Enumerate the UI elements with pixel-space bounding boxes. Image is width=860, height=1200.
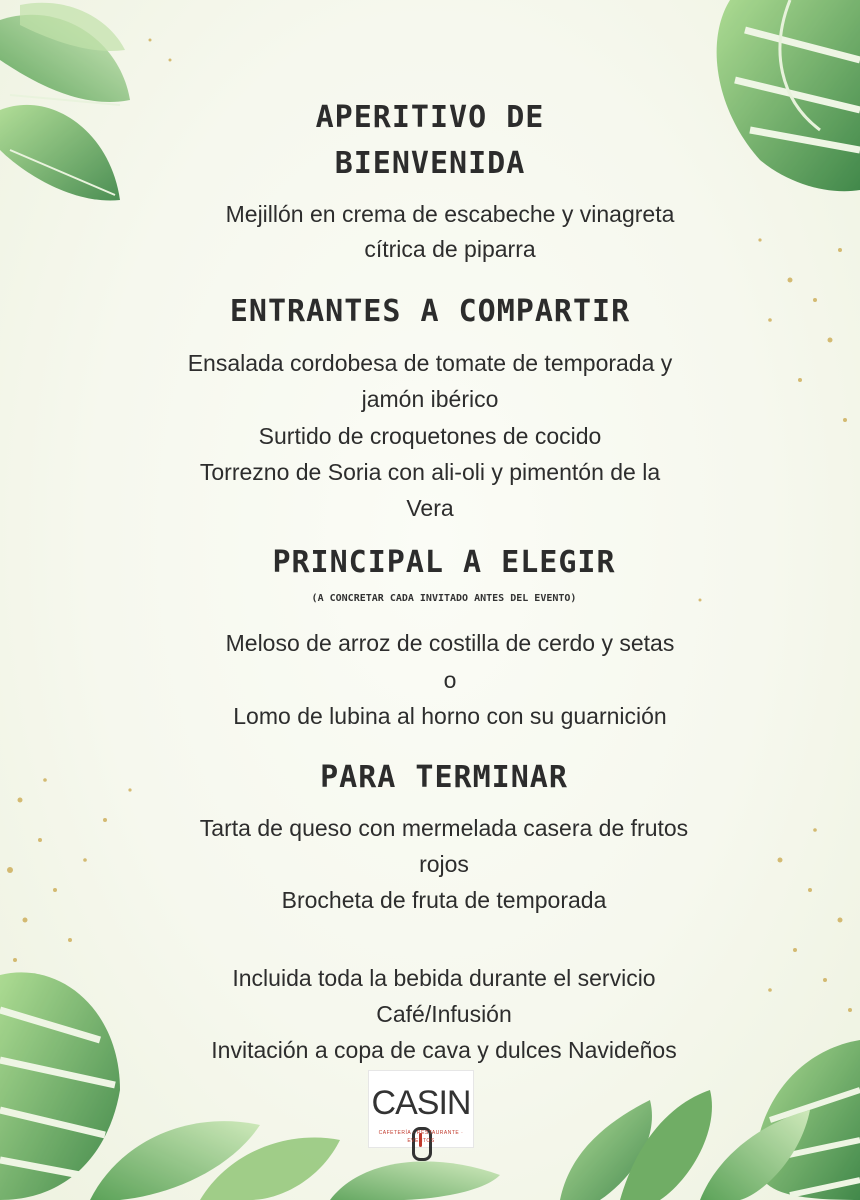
menu-item: Brocheta de fruta de temporada — [281, 887, 607, 913]
logo-wordmark: CASIN — [369, 1081, 473, 1169]
section-title-aperitivo-line2: BIENVENIDA — [334, 146, 526, 181]
menu-item: Torrezno de Soria con ali-oli y pimentón de la — [199, 459, 661, 485]
extras-item: Café/Infusión — [376, 1001, 512, 1027]
menu-item: Vera — [406, 495, 454, 521]
menu-item: Tarta de queso con mermelada casera de frutos — [199, 815, 689, 841]
section-title-entrantes: ENTRANTES A COMPARTIR — [229, 294, 631, 329]
menu-item: jamón ibérico — [361, 386, 499, 412]
section-title-principal: PRINCIPAL A ELEGIR — [272, 545, 616, 580]
menu-item: rojos — [419, 851, 469, 877]
logo-subtitle: CAFETERÍA · RESTAURANTE · EVENTOS — [378, 1130, 464, 1144]
section-title-terminar: PARA TERMINAR — [320, 760, 568, 795]
extras-item: Incluida toda la bebida durante el servicio — [232, 965, 656, 991]
menu-item: Surtido de croquetones de cocido — [258, 423, 602, 449]
menu-item: Meloso de arroz de costilla de cerdo y setas — [225, 630, 675, 656]
menu-item: Ensalada cordobesa de tomate de temporada y — [187, 350, 673, 376]
menu-item: Lomo de lubina al horno con su guarnición — [233, 703, 667, 729]
menu-item: Mejillón en crema de escabeche y vinagreta — [225, 201, 675, 227]
extras-item: Invitación a copa de cava y dulces Navideños — [211, 1037, 677, 1063]
principal-note: (A CONCRETAR CADA INVITADO ANTES DEL EVENTO) — [311, 593, 577, 604]
casino-logo — [368, 1070, 474, 1148]
menu-item: cítrica de piparra — [364, 236, 536, 262]
section-title-aperitivo-line1: APERITIVO DE — [315, 100, 545, 135]
menu-item-separator: o — [443, 667, 457, 693]
